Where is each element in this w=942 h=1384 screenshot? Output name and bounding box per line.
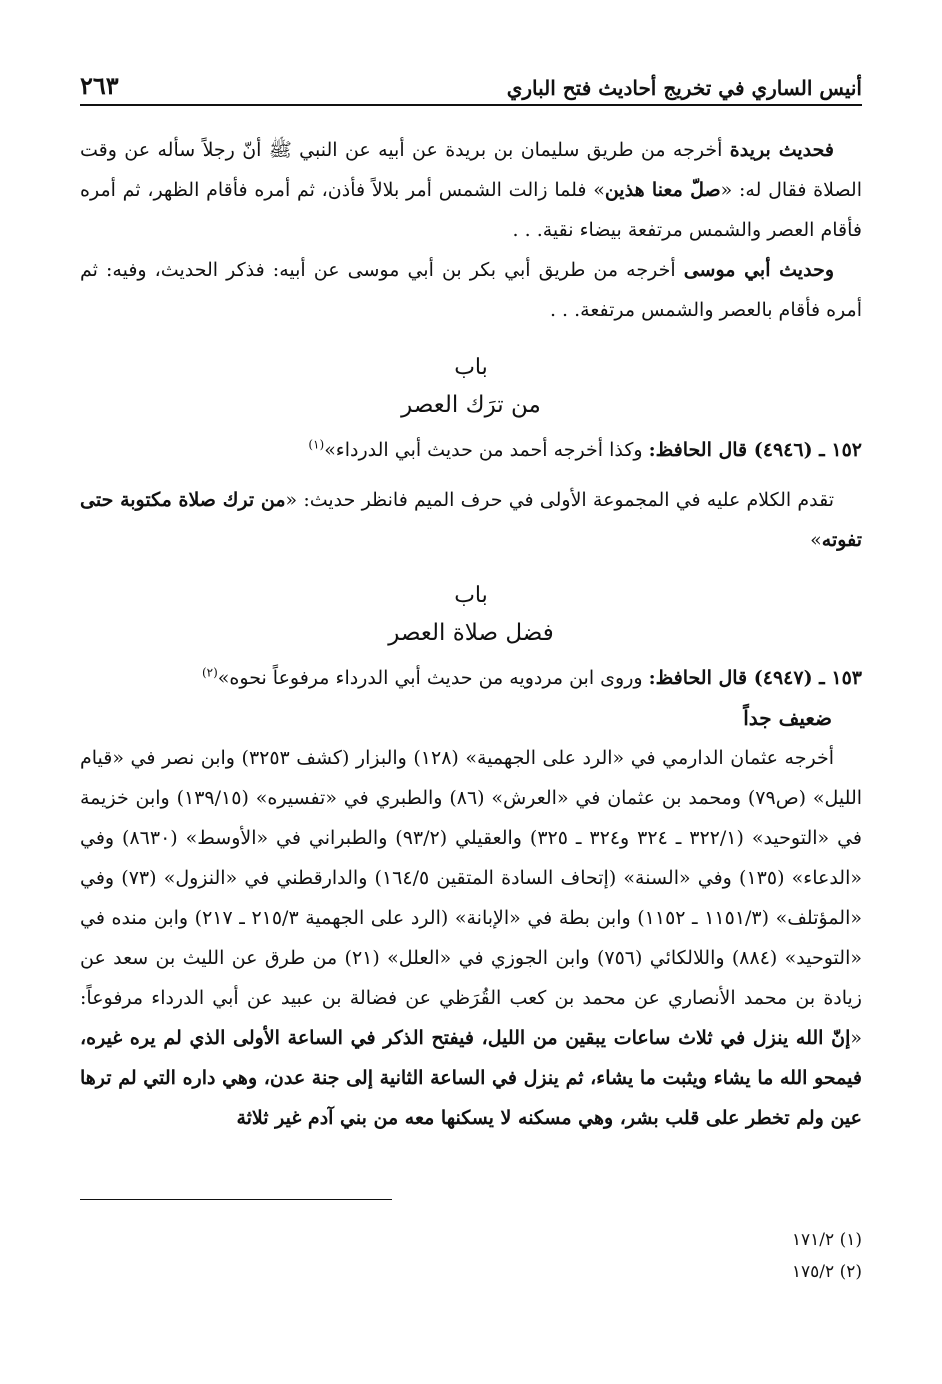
footnote-ref: (٢) xyxy=(201,665,218,680)
paragraph-text: تقدم الكلام عليه في المجموعة الأولى في حرف الميم فانظر حديث: « xyxy=(285,489,835,511)
hadith-quote-bold: من ترك صلاة مكتوبة حتى تفوته xyxy=(80,489,862,551)
chapter-label: باب xyxy=(454,583,488,608)
entry-text: وروى ابن مردويه من حديث أبي الدرداء مرفوعاً نحوه» xyxy=(217,667,649,689)
hadith-name-bold: فحديث بريدة xyxy=(729,139,834,161)
entry-153 xyxy=(80,658,862,698)
entry-152 xyxy=(80,430,862,470)
entry-number: ١٥٣ ـ (٤٩٤٧) قال الحافظ: xyxy=(648,667,862,689)
chapter-label: باب xyxy=(454,355,488,380)
paragraph-text: » فلما زالت الشمس أمر بلالاً فأذن، ثم أمره فأقام الظهر، ثم أمره فأقام العصر والشمس مرتفعة بيضاء نقية. . . xyxy=(80,179,862,241)
hadith-name-bold: وحديث أبي موسى xyxy=(683,259,834,281)
paragraph-text: » xyxy=(810,529,822,551)
paragraph-abu-musa xyxy=(80,250,862,330)
page-header xyxy=(80,58,862,106)
paragraph-text: أخرجه عثمان الدارمي في «الرد على الجهمية» (١٢٨) والبزار (كشف ٣٢٥٣) وابن نصر في «قيام الليل» (ص٧٩) ومحمد بن عثمان في «العرش» (٨٦) والطبري في «تفسيره» (١٣٩/١٥) وابن خزيمة في «التوحيد» (٣٢٢/١ ـ ٣٢٤ و٣٢٤ ـ ٣٢٥) والعقيلي (٩٣/٢) والطبراني في «الأوسط» (٨٦٣٠) وفي «الدعاء» (١٣٥) وفي «السنة» (إتحاف السادة المتقين ١٦٤/٥) والدارقطني في «النزول» (٧٣) وفي «المؤتلف» (١١٥١/٣ ـ ١١٥٢) وابن بطة في «الإبانة» (الرد على الجهمية ٢١٥/٣ ـ ٢١٧) وابن منده في «التوحيد» (٨٨٤) واللالكائي (٧٥٦) وابن الجوزي في «العلل» (٢١) من طرق عن الليث بن سعد عن زيادة بن محمد الأنصاري عن محمد بن كعب القُرَظي عن فضالة بن عبيد عن أبي الدرداء مرفوعاً: « xyxy=(80,747,863,1049)
paragraph-takhrij xyxy=(80,738,862,1138)
paragraph-see-previous xyxy=(80,480,862,560)
footnotes xyxy=(462,1224,862,1288)
footnote-separator xyxy=(80,1199,392,1200)
footnote-1: (١) ١٧١/٢ xyxy=(791,1230,862,1250)
page-number: ٢٦٣ xyxy=(80,71,119,100)
book-page xyxy=(80,58,862,1358)
entry-text: وكذا أخرجه أحمد من حديث أبي الدرداء» xyxy=(324,439,649,461)
entry-number: ١٥٢ ـ (٤٩٤٦) قال الحافظ: xyxy=(648,439,862,461)
running-title: أنيس الساري في تخريج أحاديث فتح الباري xyxy=(506,76,862,100)
paragraph-buraidah xyxy=(80,130,862,250)
chapter-title: فضل صلاة العصر xyxy=(388,620,554,646)
footnote-ref: (١) xyxy=(308,437,325,452)
paragraph-text: أخرجه من طريق سليمان بن بريدة عن أبيه عن النبي ﷺ أنّ رجلاً سأله عن وقت الصلاة فقال له: « xyxy=(80,139,862,201)
chapter-title: من ترَك العصر xyxy=(401,392,541,418)
footnote-2: (٢) ١٧٥/٢ xyxy=(791,1262,862,1282)
hadith-quote-bold: إنّ الله ينزل في ثلاث ساعات يبقين من الليل، فيفتح الذكر في الساعة الأولى الذي لم يره غيره، فيمحو الله ما يشاء ويثبت ما يشاء، ثم ينزل في الساعة الثانية إلى جنة عدن، وهي داره التي لم ترها عين ولم تخطر على قلب بشر، وهي مسكنه لا يسكنها معه من بني آدم غير ثلاثة xyxy=(80,1027,862,1129)
paragraph-text: أخرجه من طريق أبي بكر بن أبي موسى عن أبيه: فذكر الحديث، وفيه: ثم أمره فأقام بالعصر والشمس مرتفعة. . . xyxy=(80,259,862,321)
hadith-quote-bold: صلّ معنا هذين xyxy=(604,179,721,201)
hadith-grade: ضعيف جداً xyxy=(743,706,832,730)
